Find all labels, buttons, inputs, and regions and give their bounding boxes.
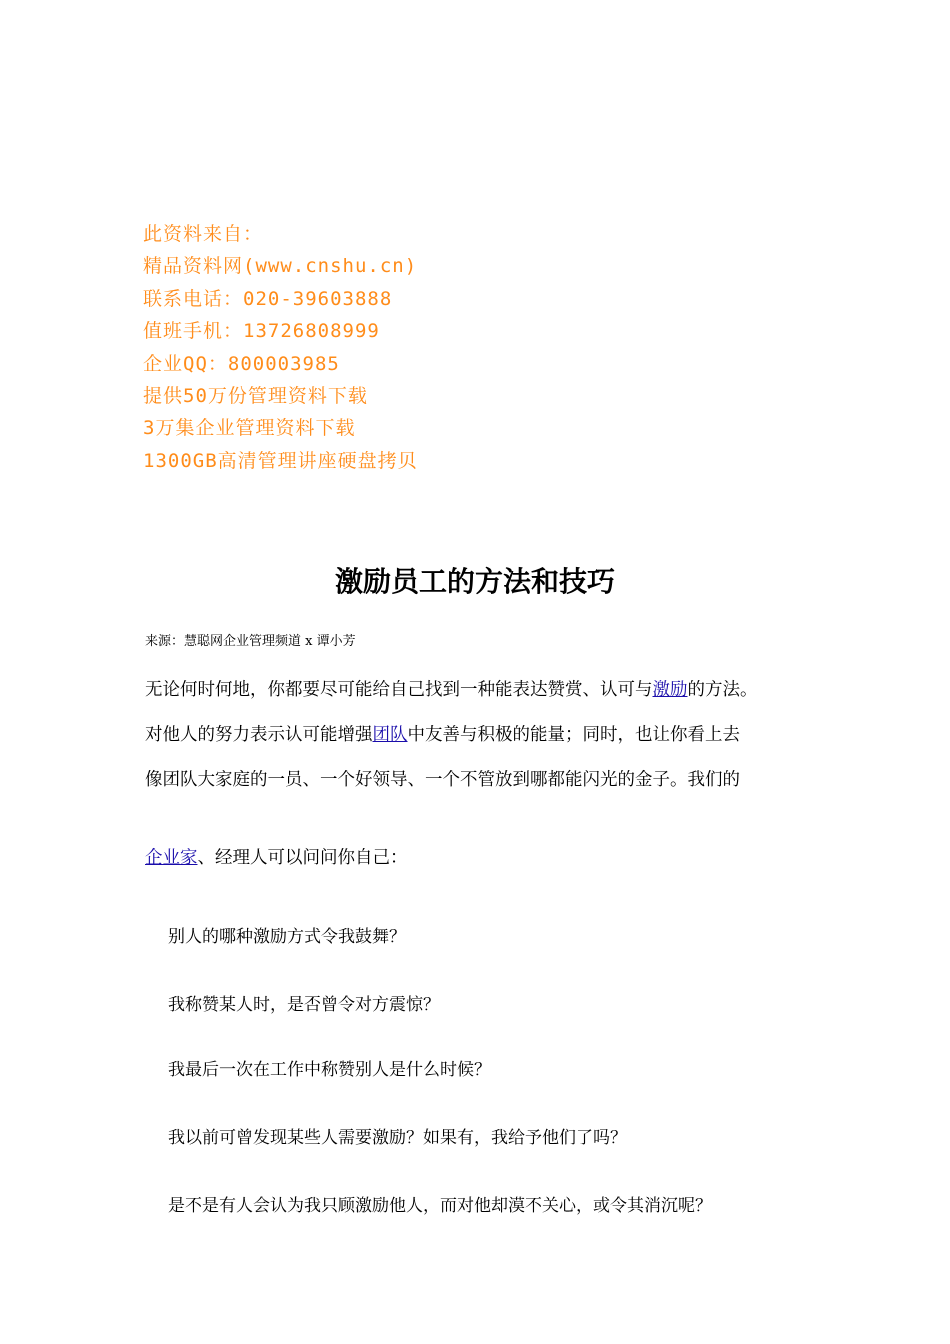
promo-line: 企业QQ：800003985	[143, 352, 340, 375]
promo-line: 联系电话：020-39603888	[143, 287, 393, 310]
article-source: 来源：慧聪网企业管理频道 x 谭小芳	[145, 634, 356, 649]
article-title: 激励员工的方法和技巧	[334, 565, 615, 598]
link-team[interactable]: 团队	[372, 725, 408, 745]
paragraph-text: 像团队大家庭的一员、一个好领导、一个不管放到哪都能闪光的金子。我们的	[145, 770, 740, 790]
paragraph-text: 、经理人可以问问你自己：	[197, 848, 408, 868]
link-entrepreneur[interactable]: 企业家	[145, 848, 198, 868]
paragraph-4	[145, 846, 408, 870]
paragraph-3	[145, 768, 740, 792]
paragraph-1	[145, 678, 758, 702]
promo-line: 1300GB高清管理讲座硬盘拷贝	[143, 449, 418, 472]
promo-line: 此资料来自：	[143, 223, 264, 245]
question-item: 我称赞某人时，是否曾令对方震惊？	[168, 995, 440, 1015]
promo-line: 提供50万份管理资料下载	[143, 384, 368, 407]
paragraph-text: 对他人的努力表示认可能增强	[145, 725, 373, 745]
promo-block	[143, 218, 418, 477]
paragraph-text: 的方法。	[687, 680, 758, 700]
paragraph-text: 无论何时何地，你都要尽可能给自己找到一种能表达赞赏、认可与	[145, 680, 653, 700]
question-item: 我以前可曾发现某些人需要激励？如果有，我给予他们了吗？	[168, 1128, 627, 1148]
promo-line: 3万集企业管理资料下载	[143, 417, 356, 440]
promo-line: 精品资料网(www.cnshu.cn)	[143, 255, 418, 278]
question-item: 别人的哪种激励方式令我鼓舞？	[168, 927, 406, 947]
link-incentive[interactable]: 激励	[652, 680, 688, 700]
paragraph-2	[145, 723, 740, 747]
question-item: 我最后一次在工作中称赞别人是什么时候？	[168, 1060, 491, 1080]
promo-line: 值班手机：13726808999	[143, 320, 380, 343]
question-item: 是不是有人会认为我只顾激励他人，而对他却漠不关心，或令其消沉呢？	[168, 1196, 712, 1216]
paragraph-text: 中友善与积极的能量；同时，也让你看上去	[407, 725, 740, 745]
